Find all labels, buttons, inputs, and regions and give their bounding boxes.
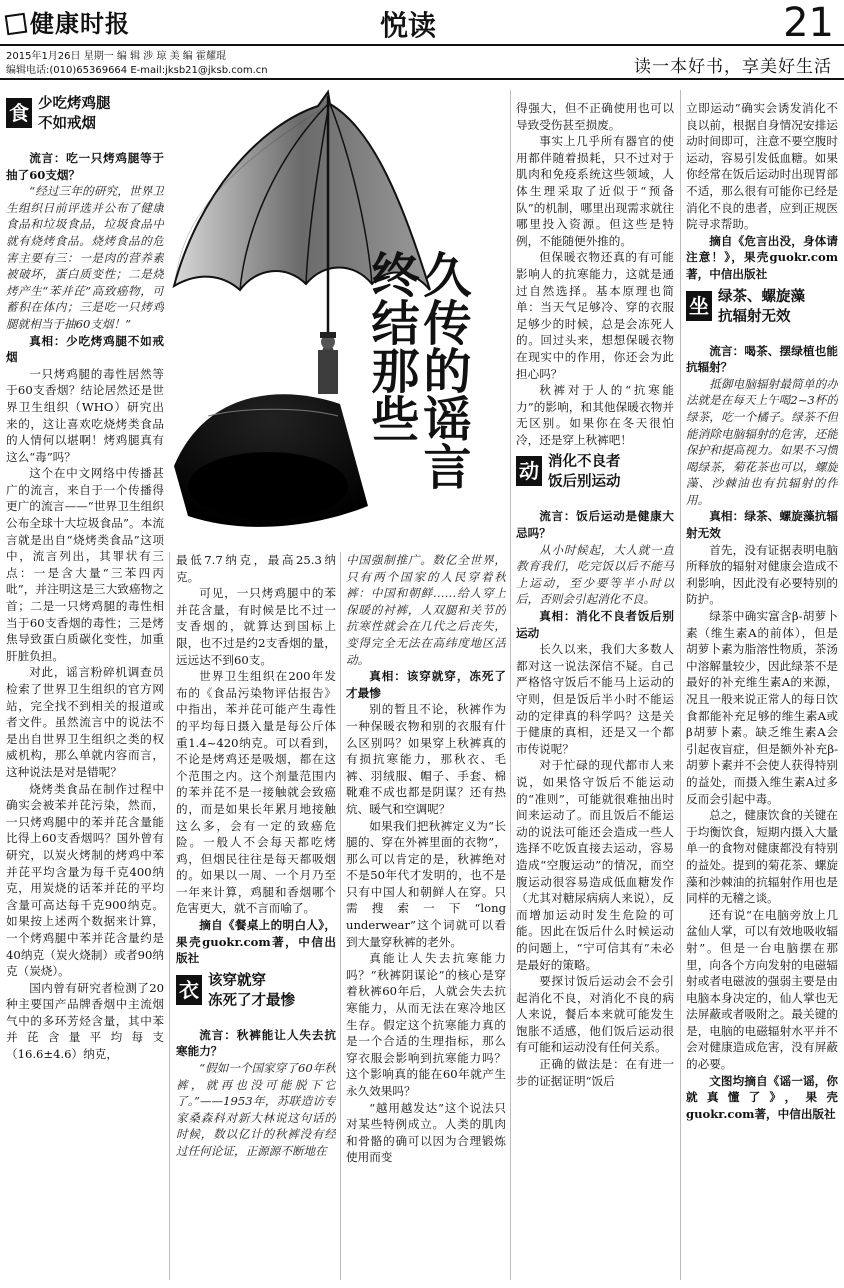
paragraph: 国内曾有研究者检测了20种主要国产品牌香烟中主流烟气中的多环芳烃含量，其中苯并芘含量平均每支（16.6±4.6）纳克， [6,980,164,1062]
article-header [686,287,838,333]
article-header [176,971,336,1017]
article-title: 消化不良者 饭后别运动 [548,454,621,491]
paragraph: 正确的做法是：在有进一步的证据证明“饭后 [516,1057,674,1088]
paragraph: 但保暖衣物还真的有可能影响人的抗寒能力，这就是通过自然选择。基本原理也简单：当天气足够冷、穿的衣服足够少的时候，总是会冻死人的。回过头来，想想保暖衣物在现实中的作用，你还会为此担心吗？ [516,250,674,381]
paragraph: 最低7.7纳克，最高25.3纳克。 [176,553,336,584]
page-slogan: 读一本好书，享美好生活 [634,57,832,77]
column-4 [516,100,674,1280]
top-rule [0,44,844,46]
rumor-line: 流言：吃一只烤鸡腿等于抽了60支烟？ [6,151,164,182]
paragraph: “越用越发达”这个说法只对某些特例成立。人类的肌肉和骨骼的确可以因为合理锻炼使用而变 [346,1100,506,1165]
rumor-quote: 中国强制推广。数亿全世界，只有两个国家的人民穿着秋裤：中国和朝鲜……给人穿上保暖的衬裤，人双腿和关节的抗寒性就会在几代之后丧失，变得完全无法在高纬度地区活动。 [346,553,506,667]
rumor-quote: 从小时候起，大人就一直教育我们，吃完饭以后不能马上运动，至少要等半小时以后，否则会引起消化不良。 [516,542,674,607]
paragraph: 世界卫生组织在200年发布的《食品污染物评估报告》中指出，苯并芘可能产生毒性的平均每日摄入量是每公斤体重1.4~420纳克。可以看到，不论是烤鸡还是吸烟，都在这个范围之内。这个剂量范围内的苯并芘不是一接触就会致癌的，而是如果长年累月地接触这么多，会有一定的致癌危险。一般人不会每天都吃烤鸡，但烟民往往是每天都吸烟的。如果以一周、一个月乃至一年来计算，鸡腿和香烟哪个危害更大，就不言而喻了。 [176,669,336,916]
column-2 [176,552,336,1280]
truth-line: 真相：该穿就穿，冻死了才最惨 [346,669,506,700]
truth-line: 真相：消化不良者饭后别运动 [516,609,674,640]
header-rule [0,78,844,80]
paragraph: 立即运动”确实会诱发消化不良以前，根据自身情况安排运动时间即可，注意不要空腹时运动，容易引发低血糖。如果你经常在饭后运动时出现胃部不适，那么很有可能你已经是消化不良的患者，应到正规医院寻求帮助。 [686,101,838,232]
article-header [6,94,164,140]
paragraph: 一只烤鸡腿的毒性居然等于60支香烟？结论居然还是世界卫生组织（WHO）研究出来的，这让喜欢吃烧烤类食品的人情何以堪啊！烤鸡腿真有这么“毒”吗？ [6,366,164,464]
column-divider [169,552,170,1280]
contact-line: 编辑电话:(010)65369664 E-mail:jksb21@jksb.com.cn [6,65,268,76]
paragraph: 这个在中文网络中传播甚广的流言，来自于一个传播得更广的流言——“世界卫生组织公布全球十大垃圾食品”。本流言就是出自“烧烤类食品”这项中，流言列出，其罪状有三点：一是含大量“三苯四丙吡”，并注明这是三大致癌物之首；二是一只烤鸡腿的毒性相当于60支香烟的毒性；三是烤焦导致蛋白质碳化变性，加重肝脏负担。 [6,466,164,663]
category-badge: 食 [6,98,32,128]
date-editor-line: 2015年1月26日 星期一 编 辑 涉 琼 美 编 霍耀琨 [6,51,226,62]
category-badge: 衣 [176,975,202,1005]
headline-left: 终结那些 [363,250,419,442]
newspaper-logo: 健康时报 [6,4,130,39]
page-number: 21 [783,0,834,46]
source-credit: 摘自《餐桌上的明白人》，果壳guokr.com著，中信出版社 [176,918,336,966]
paragraph: 对于忙碌的现代都市人来说，如果恪守饭后不能运动的“准则”，可能就很难抽出时间来运动了。而且饭后不能运动的说法可能还会造成一些人选择不吃饭直接去运动，容易造成“空腹运动”的情况，而空腹运动很容易造成低血糖发作（尤其对糖尿病病人来说），反而增加运动时发生危险的可能。因此在饭后什么时候运动的问题上，“宁可信其有”未必是最好的策略。 [516,758,674,972]
rumor-line: 流言：秋裤能让人失去抗寒能力？ [176,1027,336,1059]
rumor-line: 流言：喝茶、摆绿植也能抗辐射？ [686,343,838,375]
article-title: 少吃烤鸡腿 不如戒烟 [38,96,111,132]
paragraph: 事实上几乎所有器官的使用都伴随着损耗，只不过对于肌肉和免疫系统这些领域，人体生理采取了近似于“预备队”的机制，哪里出现需求就往哪里投入资源。但这些是特例，不能随便外推的。 [516,134,674,248]
section-title: 悦读 [380,9,437,42]
rumor-quote: 抵御电脑辐射最简单的办法就是在每天上午喝2~3杯的绿茶，吃一个橘子。绿茶不但能消除电脑辐射的危害，还能保护和提高视力。如果不习惯喝绿茶，菊花茶也可以，螺旋藻、沙棘油也有抗辐射的作用。 [686,376,838,507]
paragraph: 还有说“在电脑旁放上几盆仙人掌，可以有效地吸收辐射”。但是一台电脑摆在那里，向各个方向发射的电磁辐射或者电磁波的强弱主要是由电脑本身决定的，仙人掌也无法屏蔽或者吸附之。最关键的是，电脑的电磁辐射水平并不会对健康造成危害，没有屏蔽的必要。 [686,907,838,1072]
article-title: 绿茶、螺旋藻 抗辐射无效 [718,288,805,325]
paragraph: 可见，一只烤鸡腿中的苯并芘含量，有时候是比不过一支香烟的，就算达到国标上限，也不过是约2支香烟的量，远远达不到60支。 [176,586,336,667]
column-3 [346,552,506,1280]
paragraph: 要探讨饭后运动会不会引起消化不良，对消化不良的病人来说，餐后本来就可能发生饱胀不适感，他们饭后运动很有可能和运动没有任何关系。 [516,974,674,1055]
article-title: 该穿就穿 冻死了才最惨 [208,972,295,1009]
paragraph: 得强大，但不正确使用也可以导致受伤甚至损废。 [516,101,674,132]
paragraph: 真能让人失去抗寒能力吗？“秋裤阴谋论”的核心是穿着秋裤60年后，人就会失去抗寒能力，从而无法在寒冷地区生存。假定这个抗寒能力真的是一个合适的生理指标，那么穿衣服会影响到抗寒能力吗？这个影响真的能在60年就产生永久效果吗？ [346,951,506,1098]
paragraph: 对此，谣言粉碎机调查员检索了世界卫生组织的官方网站，完全找不到相关的报道或者文件。虽然流言中的说法不是出自世界卫生组织之类的权威机构，那么单就内容而言，这种说法是对是错呢？ [6,665,164,779]
paragraph: 总之，健康饮食的关键在于均衡饮食，短期内摄入大量单一的食物对健康都没有特别的益处。提到的菊花茶、螺旋藻和沙棘油的抗辐射作用也是同样的无稽之谈。 [686,808,838,906]
paragraph: 绿茶中确实富含β-胡萝卜素（维生素A的前体），但是胡萝卜素为脂溶性物质，茶汤中溶解量较少，因此绿茶不是最好的补充维生素A的来源，况且一般来说正常人的每日饮食都能补充足够的维生素A或β胡萝卜素。缺乏维生素A会引起夜盲症，但是额外补充β-胡萝卜素并不会使人获得特别的益处，而摄入维生素A过多反而会引起中毒。 [686,609,838,806]
paragraph: 首先，没有证据表明电脑所释放的辐射对健康会造成不利影响，因此没有必要特别的防护。 [686,542,838,607]
column-divider [340,552,341,1280]
truth-line: 真相：少吃烤鸡腿不如戒烟 [6,333,164,365]
article-header [516,452,674,498]
source-credit: 文图均摘自《谣一谣，你就真懂了》，果壳guokr.com著，中信出版社 [686,1073,838,1121]
paragraph: 别的暂且不论，秋裤作为一种保暖衣物和别的衣服有什么区别吗？如果穿上秋裤真的有损抗寒能力，那秋衣、毛裤、羽绒服、帽子、手套、棉靴难不成也都是阴谋？还有热炕、暖气和空调呢？ [346,702,506,816]
masthead [0,0,844,44]
rumor-line: 流言：饭后运动是健康大忌吗？ [516,509,674,541]
rumor-quote: “假如一个国家穿了60年秋裤，就再也没可能脱下它了。”——1953年，苏联造访专家桑森科对新大林说这句话的时候，数以亿计的秋裤没有经过任何论证，正源源不断地在 [176,1061,336,1158]
category-badge: 动 [516,456,542,486]
paragraph: 秋裤对于人的“抗寒能力”的影响，和其他保暖衣物并无区别。如果你在冬天很怕冷，还是穿上秋裤吧！ [516,383,674,447]
category-badge: 坐 [686,291,712,321]
source-credit: 摘自《危言出没，身体请注意！》，果壳guokr.com著，中信出版社 [686,233,838,281]
paragraph: 烧烤类食品在制作过程中确实会被苯并芘污染，然而，一只烤鸡腿中的苯并芘含量能比得上60支香烟吗？国外曾有研究，以炭火烤制的烤鸡中苯并芘平均含量为每千克400纳克，用炭烧的话苯并芘的平均含量可高达每千克900纳克。如果按上述两个数据来计算，一个烤鸡腿中苯并芘含量约是40纳克（炭火烧制）或者90纳克（炭烧）。 [6,781,164,979]
logo-icon [5,13,28,36]
column-divider [680,90,681,1280]
paragraph: 如果我们把秋裤定义为“长腿的、穿在外裤里面的衣物”，那么可以肯定的是，秋裤绝对不是50年代才发明的，也不是只有中国人和朝鲜人在穿。只需搜索一下“long underwear”这个词就可以看到大量穿秋裤的老外。 [346,818,506,949]
truth-line: 真相：绿茶、螺旋藻抗辐射无效 [686,509,838,541]
paragraph: 长久以来，我们大多数人都对这一说法深信不疑。自己严格恪守饭后不能马上运动的守则，但是饭后半小时不能运动的定律真的科学吗？这是关于健康的真相，还是又一个都市传说呢？ [516,642,674,756]
column-divider [510,90,511,1280]
column-5 [686,100,838,1280]
column-1 [6,90,164,1280]
rumor-quote: “经过三年的研究，世界卫生组织日前评选并公布了健康食品和垃圾食品，垃圾食品中就有烧烤食品。烧烤食品的危害主要有三：一是肉的营养素被破坏，蛋白质变性；二是烧烤产生“苯并芘”高致癌物，可蓄积在体内；三是吃一只烤鸡腿就相当于抽60支烟！” [6,184,164,331]
headline-right: 久传的谣言 [415,250,471,490]
